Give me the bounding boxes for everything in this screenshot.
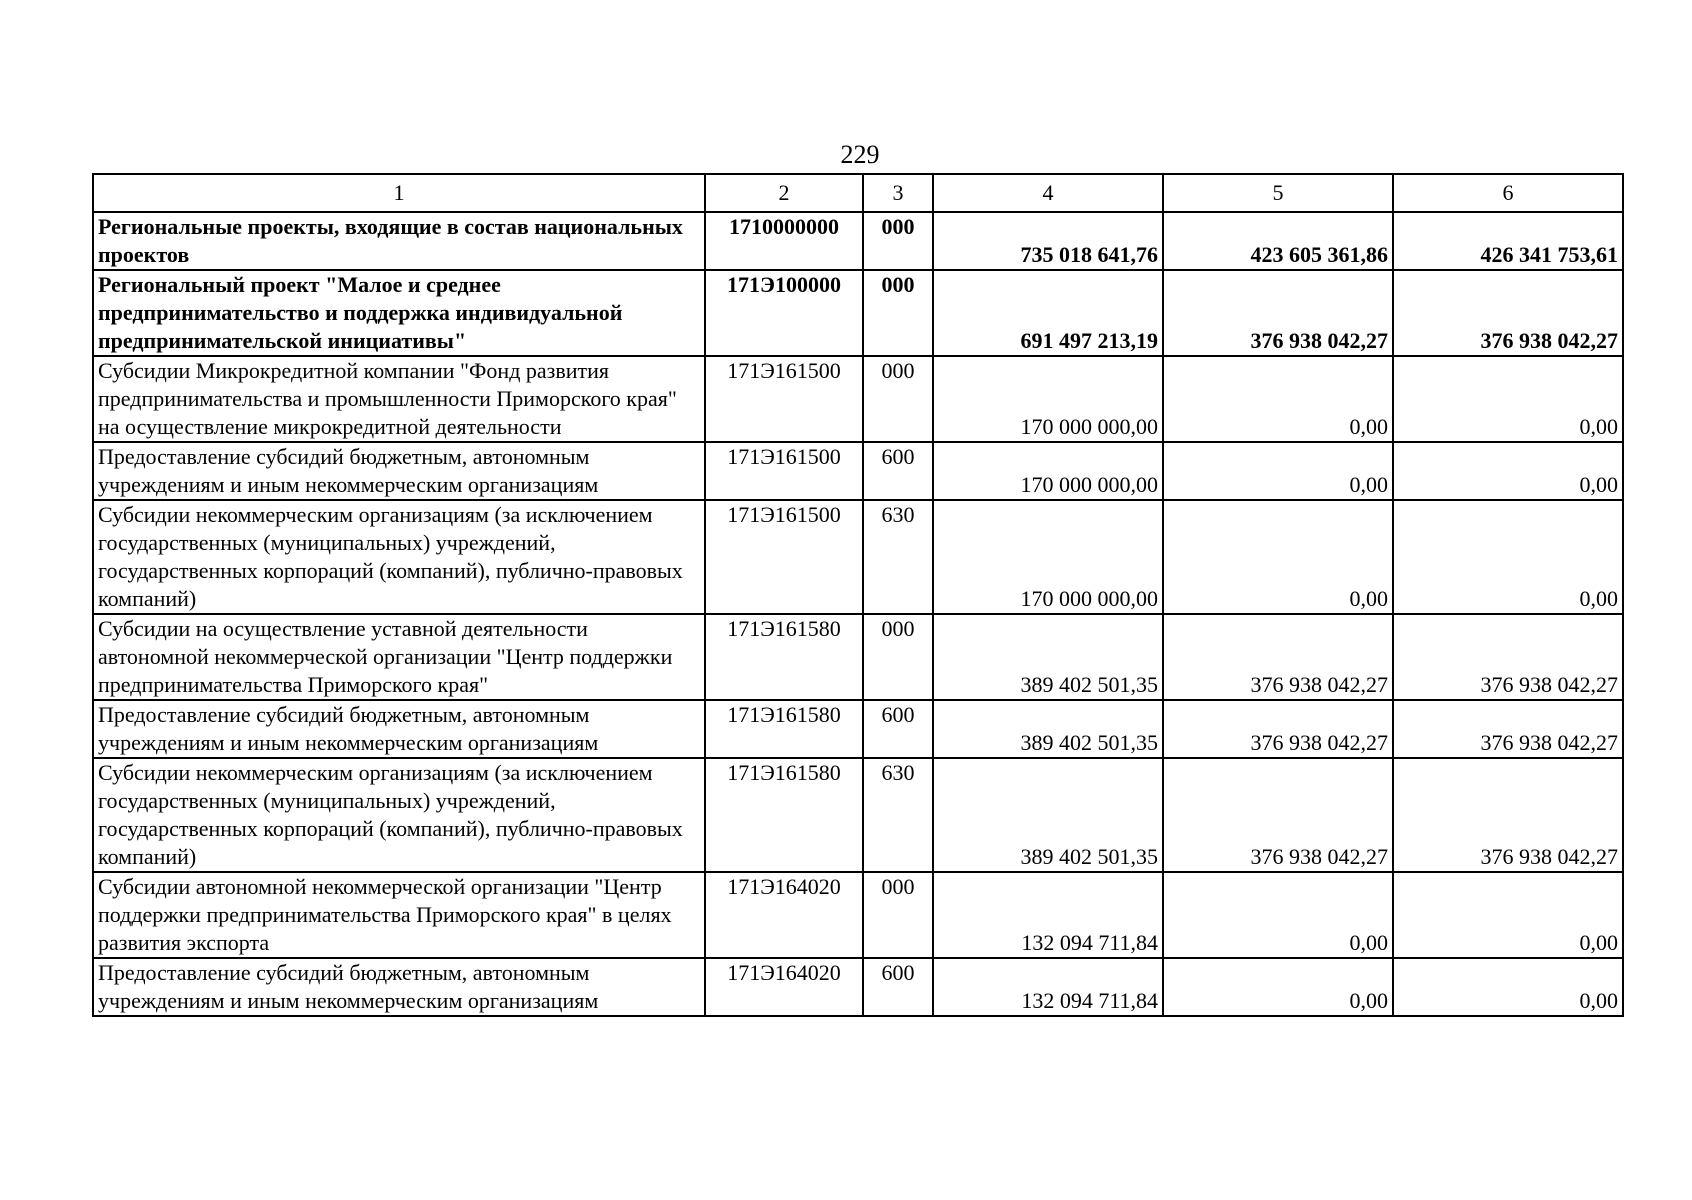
table-row <box>93 442 1623 500</box>
row-amount-col4: 170 000 000,00 <box>933 500 1163 614</box>
row-amount-col5: 0,00 <box>1163 356 1393 442</box>
table-row <box>93 700 1623 758</box>
table-row <box>93 958 1623 1016</box>
row-amount-col4: 735 018 641,76 <box>933 212 1163 270</box>
row-amount-col6: 0,00 <box>1393 872 1623 958</box>
table-row <box>93 614 1623 700</box>
row-amount-col5: 0,00 <box>1163 442 1393 500</box>
row-amount-col5: 0,00 <box>1163 958 1393 1016</box>
row-amount-col6: 0,00 <box>1393 958 1623 1016</box>
row-amount-col6: 376 938 042,27 <box>1393 270 1623 356</box>
row-amount-col6: 426 341 753,61 <box>1393 212 1623 270</box>
row-expense-type: 600 <box>863 958 933 1016</box>
row-expense-type: 630 <box>863 500 933 614</box>
row-amount-col4: 389 402 501,35 <box>933 614 1163 700</box>
row-amount-col4: 389 402 501,35 <box>933 758 1163 872</box>
row-code: 171Э100000 <box>705 270 863 356</box>
row-amount-col5: 423 605 361,86 <box>1163 212 1393 270</box>
row-amount-col6: 376 938 042,27 <box>1393 614 1623 700</box>
table-header-row <box>93 174 1623 212</box>
row-expense-type: 000 <box>863 356 933 442</box>
row-amount-col5: 376 938 042,27 <box>1163 700 1393 758</box>
row-amount-col4: 691 497 213,19 <box>933 270 1163 356</box>
table-row <box>93 356 1623 442</box>
row-code: 171Э164020 <box>705 958 863 1016</box>
row-amount-col4: 389 402 501,35 <box>933 700 1163 758</box>
row-amount-col6: 0,00 <box>1393 500 1623 614</box>
row-name: Региональные проекты, входящие в состав национальных проектов <box>93 212 705 270</box>
page-number: 229 <box>840 140 880 169</box>
row-expense-type: 000 <box>863 614 933 700</box>
row-amount-col6: 0,00 <box>1393 442 1623 500</box>
table-row <box>93 270 1623 356</box>
row-code: 1710000000 <box>705 212 863 270</box>
row-code: 171Э161500 <box>705 442 863 500</box>
row-amount-col6: 376 938 042,27 <box>1393 700 1623 758</box>
row-amount-col4: 132 094 711,84 <box>933 958 1163 1016</box>
table-row <box>93 758 1623 872</box>
table-row <box>93 212 1623 270</box>
column-header: 2 <box>705 174 863 212</box>
row-code: 171Э161580 <box>705 700 863 758</box>
row-expense-type: 000 <box>863 212 933 270</box>
table-row <box>93 872 1623 958</box>
row-name: Предоставление субсидий бюджетным, автономным учреждениям и иным некоммерческим организациям <box>93 442 705 500</box>
column-header: 4 <box>933 174 1163 212</box>
row-expense-type: 000 <box>863 270 933 356</box>
row-amount-col5: 376 938 042,27 <box>1163 758 1393 872</box>
budget-table <box>92 173 1624 1017</box>
row-expense-type: 630 <box>863 758 933 872</box>
row-name: Субсидии Микрокредитной компании "Фонд развития предпринимательства и промышленности Приморского края" на осуществление микрокредитной деятельности <box>93 356 705 442</box>
row-amount-col6: 376 938 042,27 <box>1393 758 1623 872</box>
row-name: Субсидии на осуществление уставной деятельности автономной некоммерческой организации "Центр поддержки предпринимательства Приморского края" <box>93 614 705 700</box>
row-amount-col5: 0,00 <box>1163 500 1393 614</box>
row-name: Региональный проект "Малое и среднее предпринимательство и поддержка индивидуальной предпринимательской инициативы" <box>93 270 705 356</box>
row-expense-type: 600 <box>863 442 933 500</box>
row-code: 171Э164020 <box>705 872 863 958</box>
table-row <box>93 500 1623 614</box>
row-name: Субсидии некоммерческим организациям (за исключением государственных (муниципальных) учреждений, государственных корпораций (компаний), публично-правовых компаний) <box>93 758 705 872</box>
row-code: 171Э161580 <box>705 614 863 700</box>
row-amount-col4: 132 094 711,84 <box>933 872 1163 958</box>
column-header: 5 <box>1163 174 1393 212</box>
row-amount-col4: 170 000 000,00 <box>933 356 1163 442</box>
column-header: 6 <box>1393 174 1623 212</box>
row-amount-col6: 0,00 <box>1393 356 1623 442</box>
row-amount-col5: 376 938 042,27 <box>1163 270 1393 356</box>
column-header: 3 <box>863 174 933 212</box>
row-name: Предоставление субсидий бюджетным, автономным учреждениям и иным некоммерческим организациям <box>93 700 705 758</box>
row-code: 171Э161580 <box>705 758 863 872</box>
row-expense-type: 600 <box>863 700 933 758</box>
row-name: Субсидии автономной некоммерческой организации "Центр поддержки предпринимательства Приморского края" в целях развития экспорта <box>93 872 705 958</box>
row-name: Предоставление субсидий бюджетным, автономным учреждениям и иным некоммерческим организациям <box>93 958 705 1016</box>
row-amount-col5: 0,00 <box>1163 872 1393 958</box>
row-expense-type: 000 <box>863 872 933 958</box>
column-header: 1 <box>93 174 705 212</box>
row-amount-col5: 376 938 042,27 <box>1163 614 1393 700</box>
row-code: 171Э161500 <box>705 356 863 442</box>
row-code: 171Э161500 <box>705 500 863 614</box>
row-amount-col4: 170 000 000,00 <box>933 442 1163 500</box>
row-name: Субсидии некоммерческим организациям (за исключением государственных (муниципальных) учреждений, государственных корпораций (компаний), публично-правовых компаний) <box>93 500 705 614</box>
